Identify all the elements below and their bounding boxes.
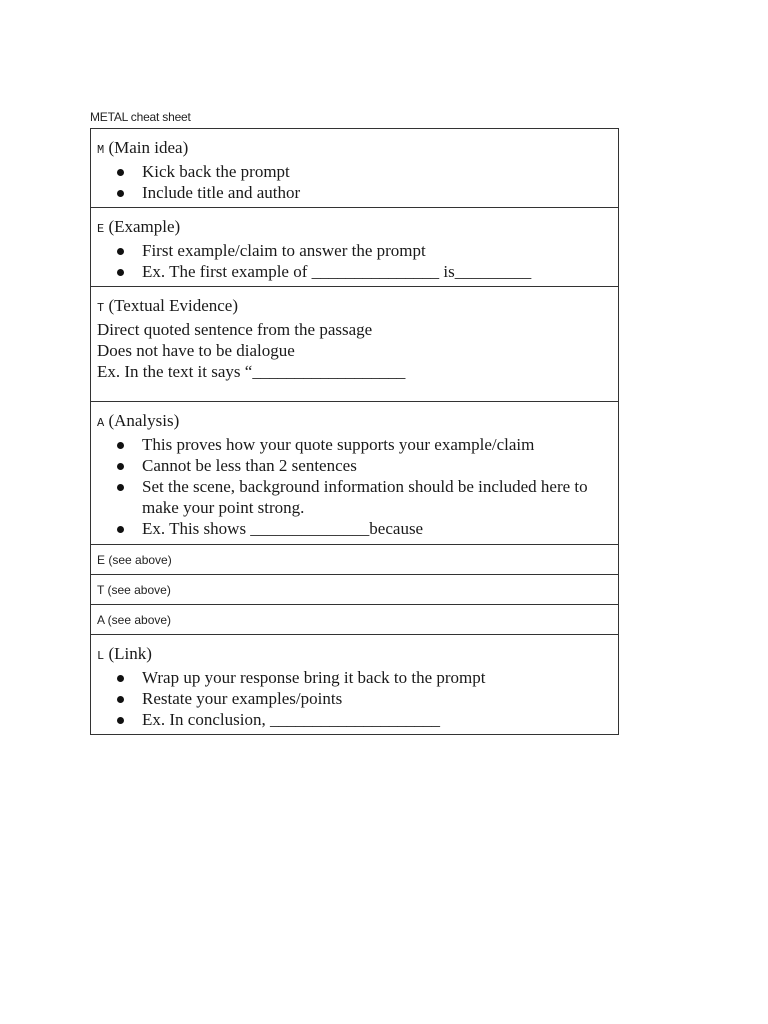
list-item-text: Ex. This shows ______________because: [142, 519, 424, 538]
bullet-icon: [117, 675, 124, 682]
bullet-icon: [117, 269, 124, 276]
list-item-text: Set the scene, background information should be included here to make your point strong.: [142, 477, 588, 517]
cell-repeat-e: E (see above): [91, 545, 619, 575]
list-item: [115, 240, 612, 261]
text-line: Ex. In the text it says “__________________: [97, 362, 406, 381]
section-heading-t: [97, 295, 612, 319]
section-heading-l: [97, 643, 612, 667]
section-heading-m: [97, 137, 612, 161]
list-item-text: Cannot be less than 2 sentences: [142, 456, 357, 475]
row-link: [91, 635, 619, 735]
row-repeat-a: [91, 605, 619, 635]
row-textual-evidence: [91, 287, 619, 402]
list-item-text: Restate your examples/points: [142, 689, 343, 708]
section-heading-text: (Analysis): [108, 411, 180, 430]
section-heading-text: (Textual Evidence): [108, 296, 239, 315]
list-item: [115, 476, 612, 518]
bullet-icon: [117, 442, 124, 449]
list-item-text: Include title and author: [142, 183, 301, 202]
bullet-icon: [117, 248, 124, 255]
row-repeat-e: [91, 545, 619, 575]
section-letter: M: [97, 143, 105, 157]
row-example: [91, 208, 619, 287]
bullet-icon: [117, 169, 124, 176]
cell-analysis: [91, 402, 619, 545]
row-repeat-t: [91, 575, 619, 605]
page-title: METAL cheat sheet: [90, 110, 191, 124]
bullet-list: [97, 161, 612, 203]
bullet-icon: [117, 484, 124, 491]
list-item: [115, 182, 612, 203]
section-letter: L: [97, 649, 105, 663]
section-heading-text: (Example): [108, 217, 181, 236]
list-item: [115, 261, 612, 282]
bullet-icon: [117, 190, 124, 197]
list-item-text: This proves how your quote supports your example/claim: [142, 435, 535, 454]
section-heading-text: (Main idea): [108, 138, 189, 157]
list-item-text: Kick back the prompt: [142, 162, 290, 181]
cell-link: [91, 635, 619, 735]
metal-table: [90, 128, 619, 735]
bullet-icon: [117, 696, 124, 703]
bullet-list: [97, 434, 612, 539]
list-item: [115, 518, 612, 539]
list-item-text: Wrap up your response bring it back to the prompt: [142, 668, 486, 687]
list-item-text: First example/claim to answer the prompt: [142, 241, 426, 260]
list-item: [115, 709, 612, 730]
cell-textual-evidence: [91, 287, 619, 402]
section-heading-a: [97, 410, 612, 434]
text-line: Direct quoted sentence from the passage: [97, 320, 373, 339]
cell-repeat-t: T (see above): [91, 575, 619, 605]
row-main-idea: [91, 129, 619, 208]
section-letter: T: [97, 301, 105, 315]
cell-example: [91, 208, 619, 287]
bullet-list: [97, 667, 612, 730]
section-heading-e: [97, 216, 612, 240]
list-item: [115, 455, 612, 476]
list-item: [115, 688, 612, 709]
cell-repeat-a: A (see above): [91, 605, 619, 635]
bullet-icon: [117, 526, 124, 533]
section-letter: E: [97, 222, 105, 236]
row-analysis: [91, 402, 619, 545]
bullet-list: [97, 240, 612, 282]
list-item-text: Ex. The first example of _______________ is_________: [142, 262, 532, 281]
list-item: [115, 161, 612, 182]
list-item: [115, 667, 612, 688]
section-heading-text: (Link): [108, 644, 152, 663]
cell-main-idea: [91, 129, 619, 208]
list-item: [115, 434, 612, 455]
section-letter: A: [97, 416, 105, 430]
list-item-text: Ex. In conclusion, ____________________: [142, 710, 440, 729]
bullet-icon: [117, 717, 124, 724]
text-line: Does not have to be dialogue: [97, 341, 295, 360]
bullet-icon: [117, 463, 124, 470]
